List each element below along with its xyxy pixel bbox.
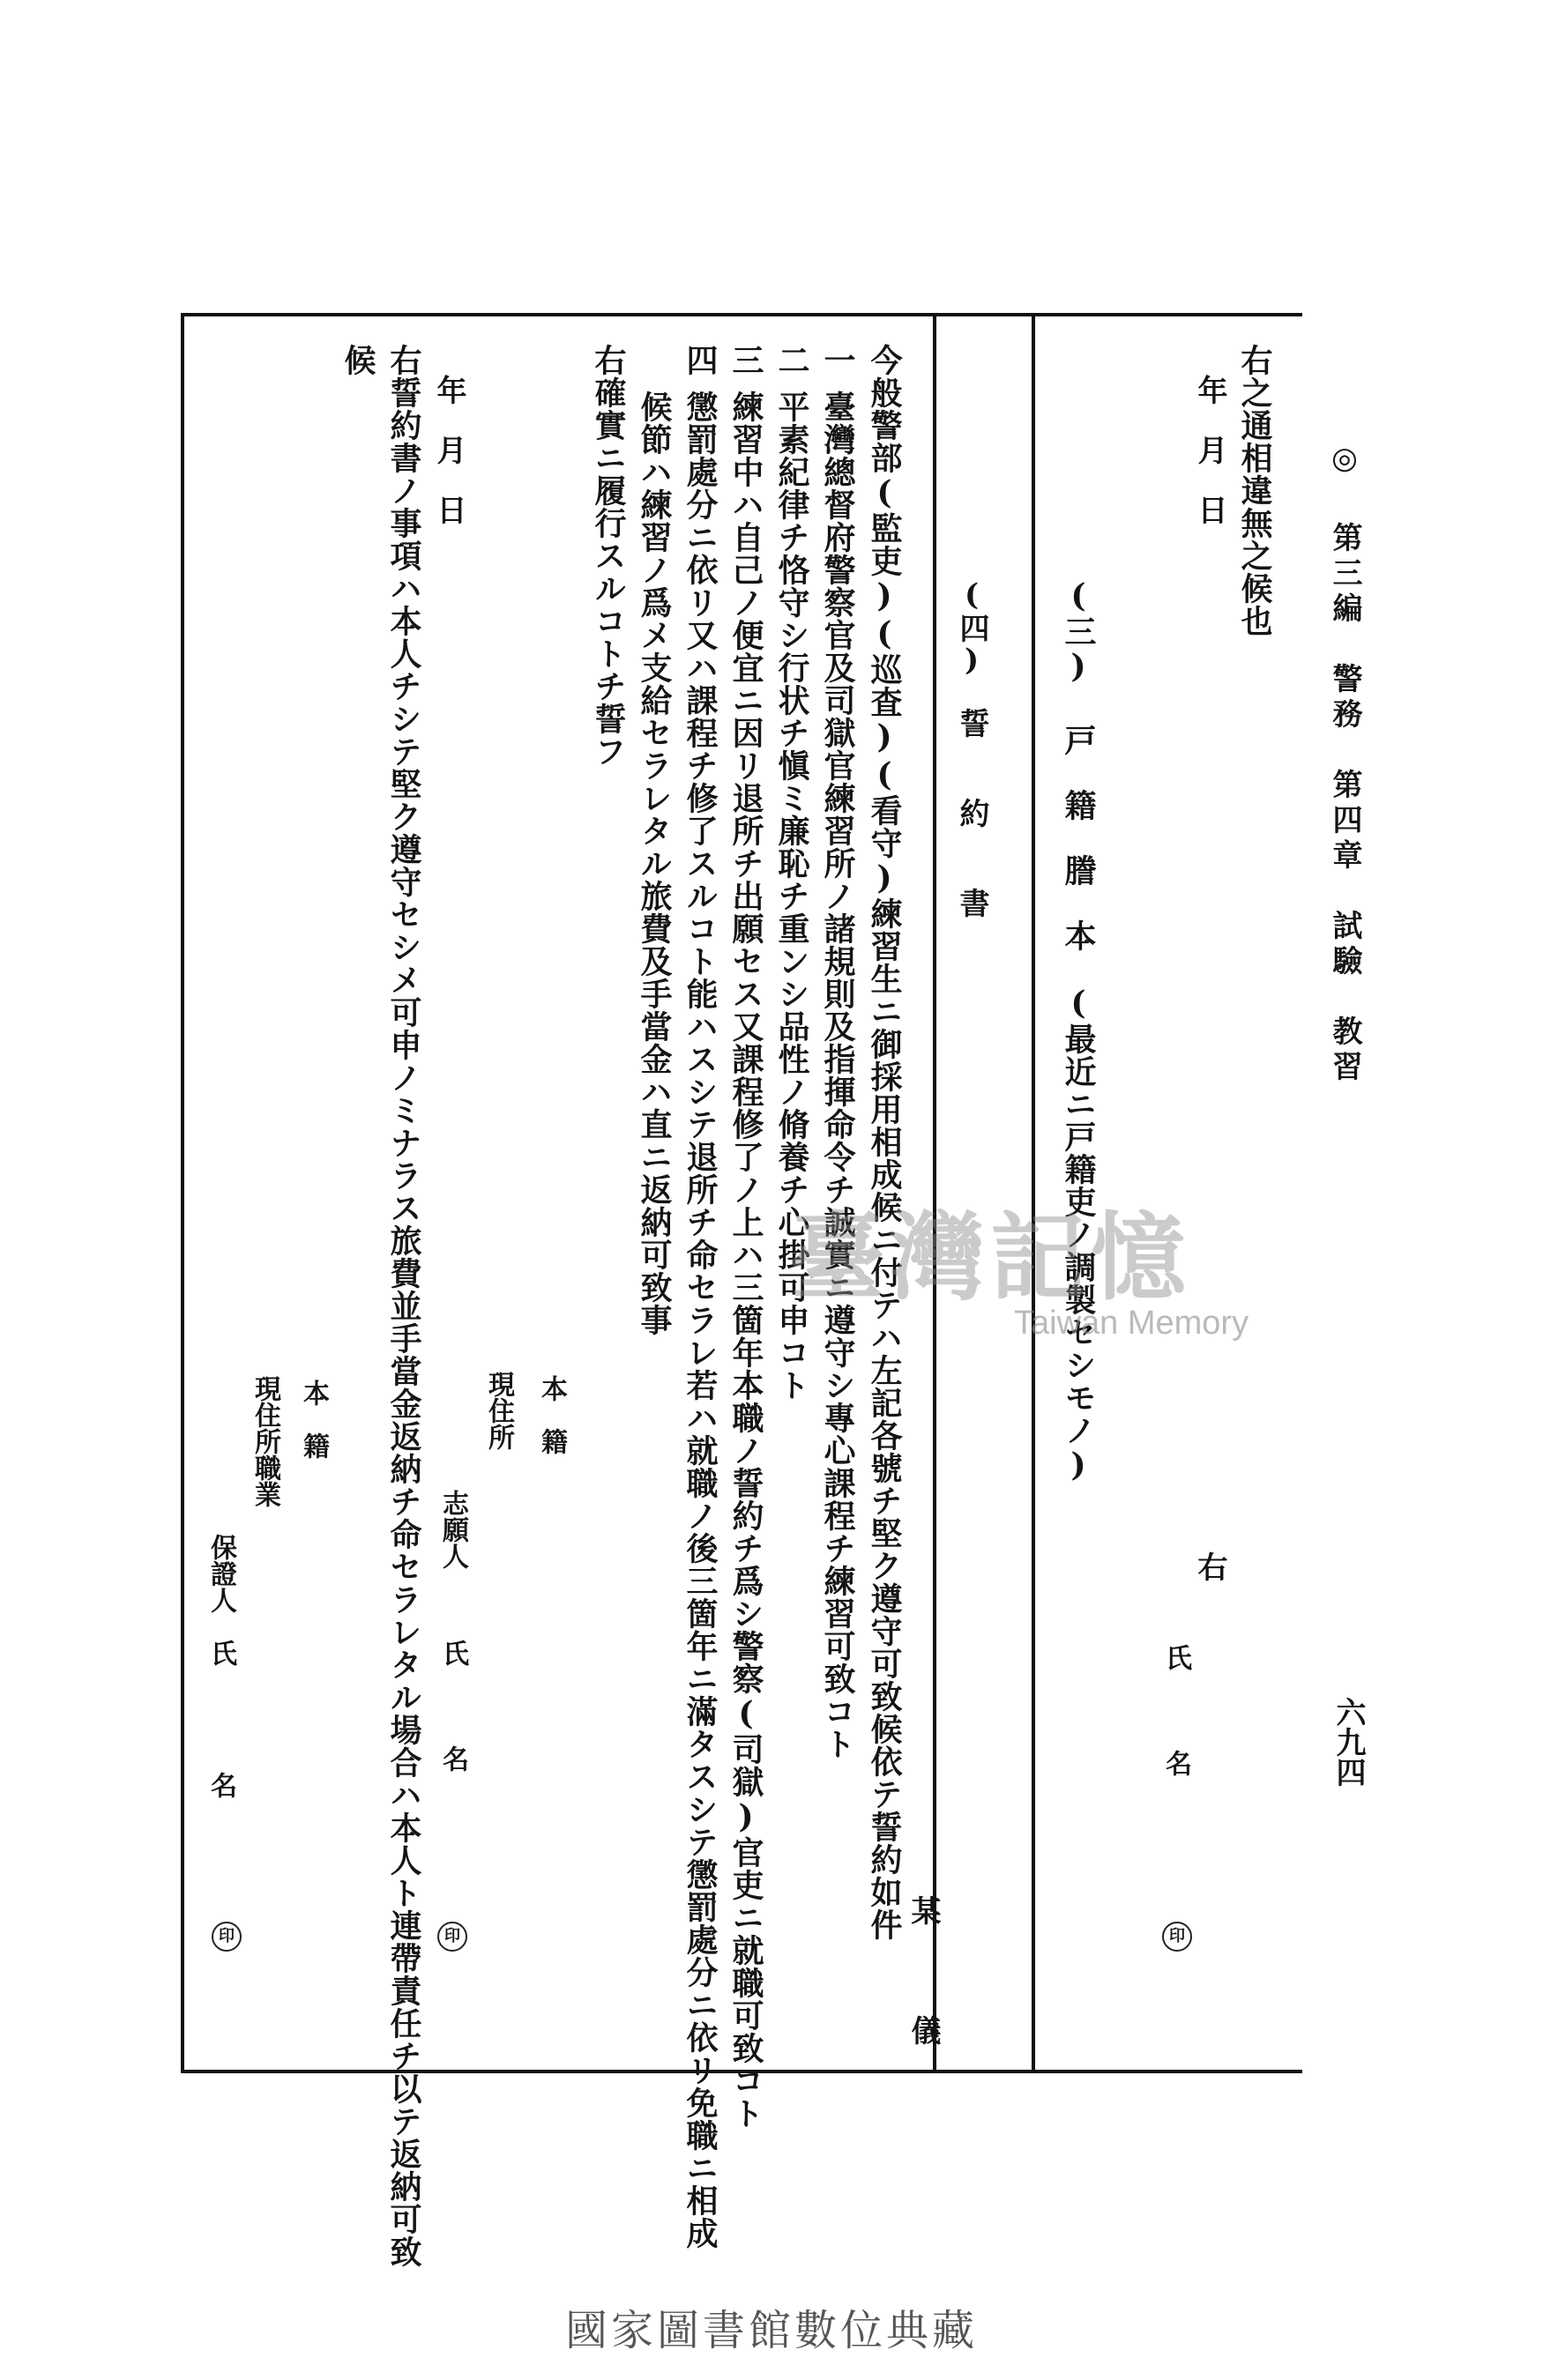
guarantor-name: 氏 名 [205, 1640, 236, 1798]
applicant-name: 氏 名 [437, 1640, 468, 1772]
chapter-header: ◎ 第三編 警務 第四章 試驗 教習 [1327, 441, 1362, 1086]
applicant-seal: 印 [437, 1922, 467, 1952]
section-three-title: (三) 戸 籍 謄 本 (最近ニ戸籍吏ノ調製セシモノ) [1060, 577, 1097, 1484]
author-label: 某 儀 [906, 1895, 941, 2045]
guarantor-honseki: 本 籍 [298, 1380, 329, 1459]
guarantee-continuation: 候 [339, 344, 376, 376]
item-1-number: 一 [819, 344, 856, 376]
section-four-title: (四) 誓 約 書 [954, 577, 989, 918]
guarantee-statement: 右誓約書ノ事項ハ本人チシテ堅ク遵守セシメ可申ノミナラス旅費並手當金返納チ命セラレタル場合ハ本人ト連帶責任チ以テ返納可致 [385, 344, 422, 2268]
top-right-label: 右 [1192, 1551, 1227, 1581]
item-4-text: 懲罰處分ニ依リ又ハ課程チ修了スルコト能ハスシテ退所チ命セラレ若ハ就職ノ後三箇年ニ滿タスシテ懲罰處分ニ依リ免職ニ相成 [682, 390, 719, 2250]
watermark-english: Taiwan Memory [1014, 1305, 1249, 1342]
item-2-text: 平素紀律チ恪守シ行状チ愼ミ廉恥チ重ンシ品性ノ脩養チ心掛可申コト [773, 390, 810, 1402]
item-3-text: 練習中ハ自己ノ便宜ニ因リ退所チ出願セス又課程修了ノ上ハ三箇年本職ノ誓約チ爲シ警察(司獄)官吏ニ就職可致コト [727, 390, 764, 2130]
watermark-chinese: 臺灣記憶 [789, 1202, 1192, 1313]
item-1-text: 臺灣總督府警察官及司獄官練習所ノ諸規則及指揮命令チ誠實ニ遵守シ專心課程チ練習可致コト [819, 390, 856, 1760]
top-date: 年 月 日 [1192, 375, 1227, 524]
top-name: 氏 名 [1160, 1644, 1191, 1776]
guarantor-seal: 印 [212, 1922, 242, 1952]
guarantor-address: 現住所職業 [250, 1375, 280, 1507]
oath-date: 年 月 日 [431, 375, 466, 524]
item-4-number: 四 [682, 344, 719, 376]
applicant-honseki: 本 籍 [536, 1375, 567, 1454]
library-footer: 國家圖書館數位典藏 [564, 2306, 978, 2355]
page-number: 六九四 [1331, 1697, 1366, 1787]
oath-statement: 右確實ニ履行スルコトチ誓フ [590, 344, 627, 768]
applicant-label: 志願人 [437, 1490, 468, 1569]
seal-stamp: 印 [1162, 1922, 1192, 1952]
item-4-continuation: 候節ハ練習ノ爲メ支給セラレタル旅費及手當金ハ直ニ返納可致事 [636, 390, 673, 1336]
closing-statement: 右之通相違無之候也 [1236, 344, 1273, 637]
guarantor-label: 保證人 [205, 1534, 236, 1613]
item-3-number: 三 [727, 344, 764, 376]
applicant-address: 現住所 [483, 1371, 514, 1450]
item-2-number: 二 [773, 344, 810, 376]
oath-intro: 今般警部(監吏)(巡査)(看守)練習生ニ御採用相成候ニ付テハ左記各號チ堅ク遵守可致候依テ誓約如件 [866, 344, 903, 1941]
